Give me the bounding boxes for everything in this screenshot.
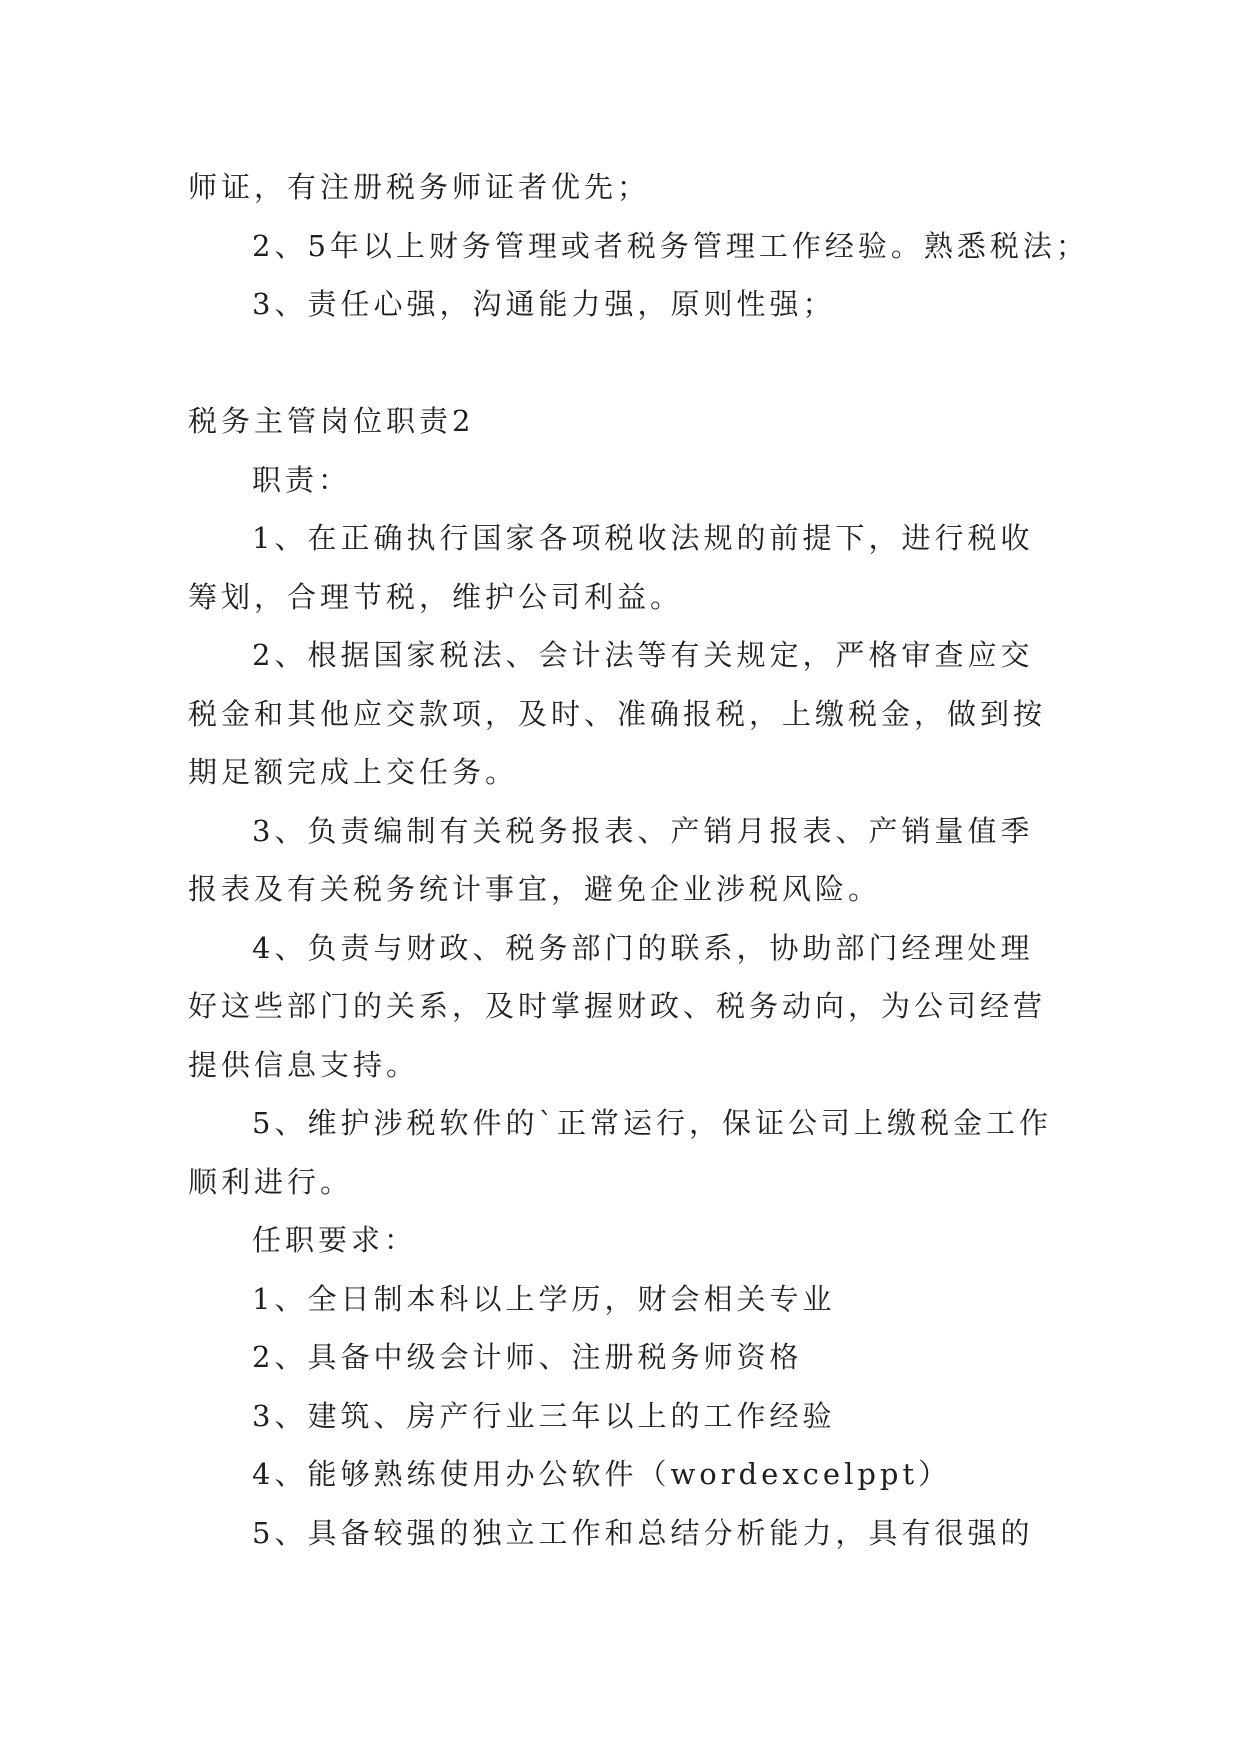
duty-line: 好这些部门的关系，及时掌握财政、税务动向，为公司经营 — [188, 989, 1047, 1023]
duty-line: 提供信息支持。 — [188, 1047, 420, 1082]
duty-line: 顺利进行。 — [188, 1164, 354, 1199]
text-line: 3、责任心强，沟通能力强，原则性强； — [252, 287, 836, 321]
duty-line: 筹划，合理节税，维护公司利益。 — [188, 579, 684, 614]
requirement-line: 4、能够熟练使用办公软件（wordexcelppt） — [252, 1457, 952, 1491]
requirement-line: 5、具备较强的独立工作和总结分析能力，具有很强的 — [252, 1515, 1034, 1550]
paragraph-gap — [188, 334, 1068, 393]
text-line: 2、5年以上财务管理或者税务管理工作经验。熟悉税法； — [252, 228, 1089, 263]
duties-label: 职责： — [252, 462, 352, 497]
duty-line: 4、负责与财政、税务部门的联系，协助部门经理处理 — [252, 930, 1034, 965]
text-line: 师证，有注册税务师证者优先； — [188, 170, 651, 204]
duty-line: 2、根据国家税法、会计法等有关规定，严格审查应交 — [252, 638, 1034, 672]
requirement-line: 2、具备中级会计师、注册税务师资格 — [252, 1340, 803, 1374]
requirements-label: 任职要求： — [252, 1223, 418, 1257]
duty-line: 5、维护涉税软件的`正常运行，保证公司上缴税金工作 — [252, 1106, 1052, 1140]
requirement-line: 3、建筑、房产行业三年以上的工作经验 — [252, 1398, 836, 1433]
requirement-line: 1、全日制本科以上学历，财会相关专业 — [252, 1281, 836, 1316]
duty-line: 期足额完成上交任务。 — [188, 755, 519, 789]
document-body — [188, 158, 1089, 1562]
duty-line: 报表及有关税务统计事宜，避免企业涉税风险。 — [188, 872, 882, 906]
duty-line: 3、负责编制有关税务报表、产销月报表、产销量值季 — [252, 813, 1034, 848]
duty-line: 税金和其他应交款项，及时、准确报税，上缴税金，做到按 — [188, 696, 1047, 731]
duty-line: 1、在正确执行国家各项税收法规的前提下，进行税收 — [252, 521, 1034, 555]
section-title: 税务主管岗位职责2 — [188, 404, 475, 438]
